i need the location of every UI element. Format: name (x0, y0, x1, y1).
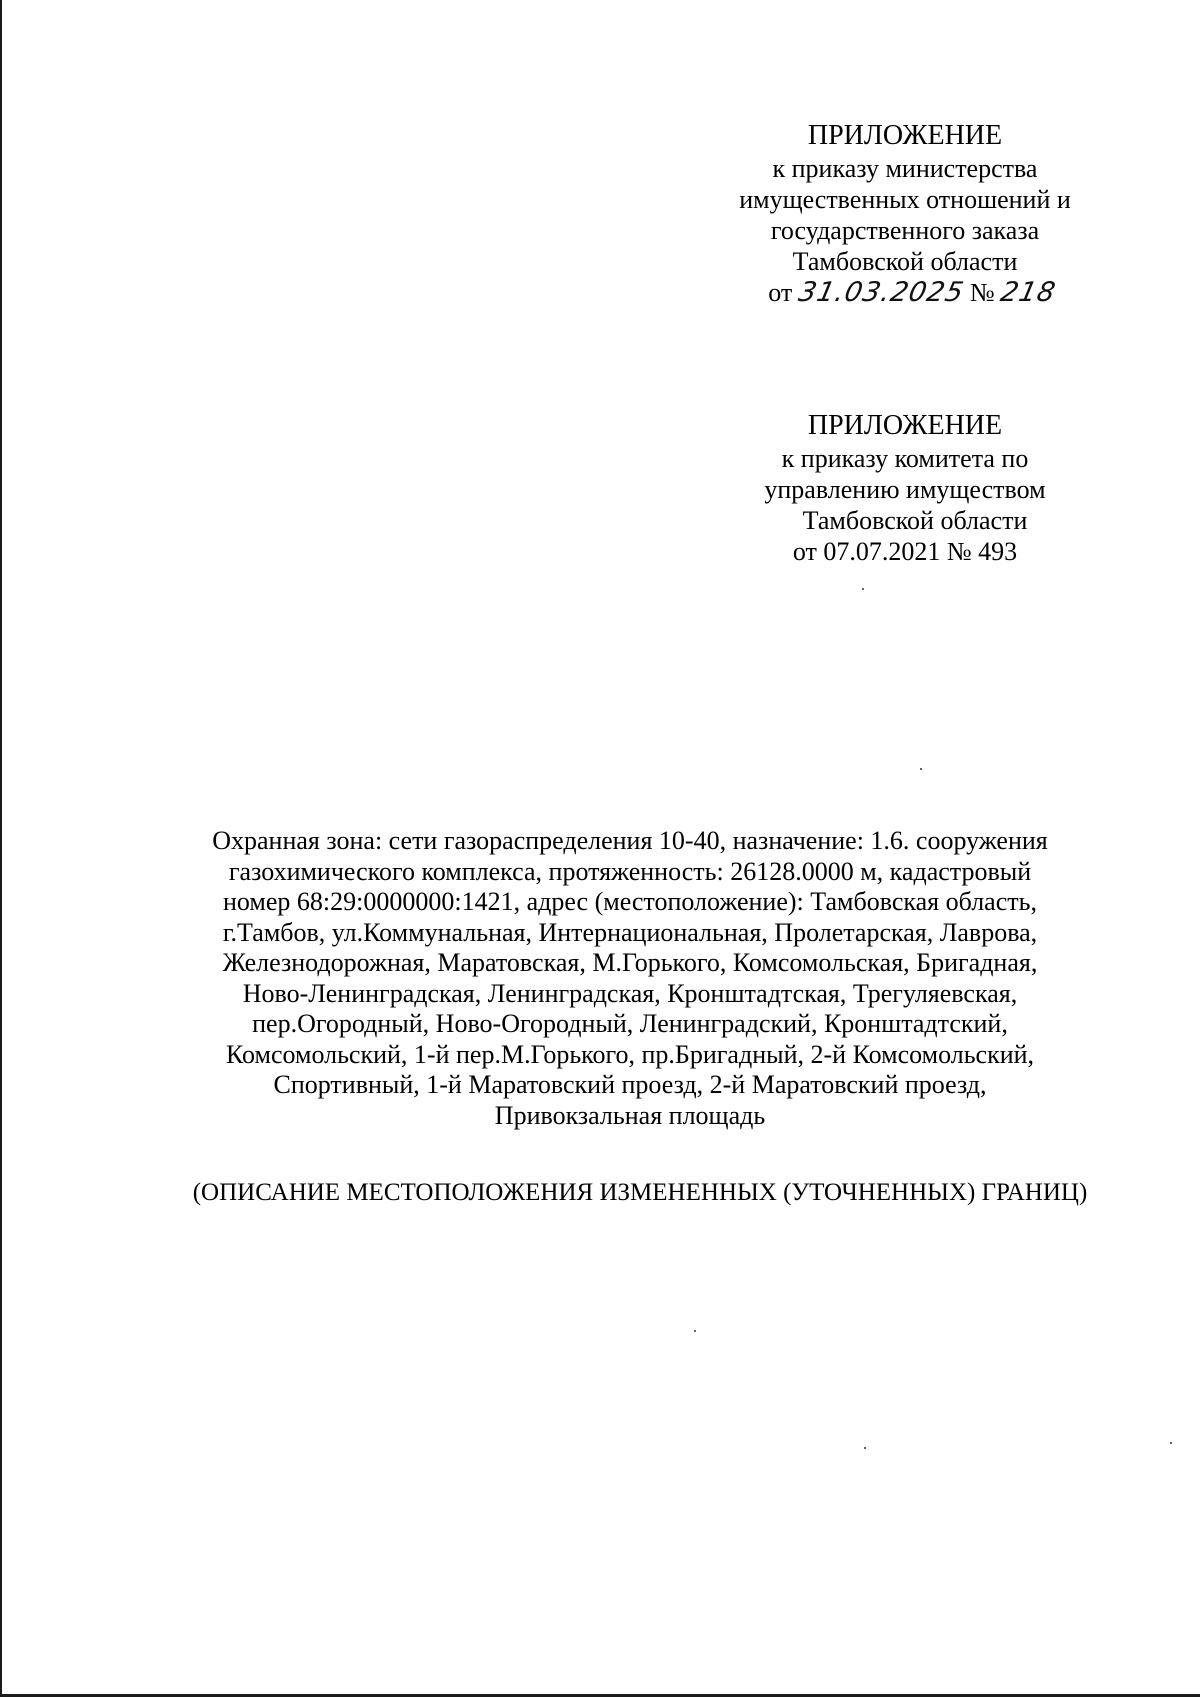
appendix-line: управлению имуществом (764, 475, 1046, 504)
appendix-header-original (730, 408, 1080, 567)
appendix-line: к приказу комитета по (781, 444, 1029, 473)
text-line: г.Тамбов, ул.Коммунальная, Интернациональная, Пролетарская, Лаврова, (222, 917, 1038, 947)
scan-speck (862, 588, 864, 590)
scan-speck (694, 1330, 696, 1332)
text-line: пер.Огородный, Ново-Огородный, Ленинградский, Кронштадтский, (252, 1009, 1008, 1038)
appendix-line: имущественных отношений и (739, 185, 1071, 214)
text-line: Ново-Ленинградская, Ленинградская, Кронштадтская, Трегуляевская, (242, 978, 1018, 1008)
handwritten-number: 218 (997, 277, 1060, 308)
text-line: Спортивный, 1-й Маратовский проезд, 2-й Маратовский проезд, (273, 1070, 987, 1099)
appendix-line: государственного заказа (770, 216, 1040, 245)
appendix-header-current (700, 118, 1110, 308)
document-subtitle: (ОПИСАНИЕ МЕСТОПОЛОЖЕНИЯ ИЗМЕНЕННЫХ (УТОЧНЕННЫХ) ГРАНИЦ) (192, 1179, 1088, 1206)
number-sign: № (969, 278, 995, 307)
scan-speck (920, 768, 922, 770)
text-line: номер 68:29:0000000:1421, адрес (местоположение): Тамбовская область, (223, 887, 1037, 916)
text-line: Привокзальная площадь (494, 1100, 766, 1130)
appendix-line: к приказу министерства (772, 154, 1038, 183)
handwritten-date: 31.03.2025 (795, 277, 967, 308)
text-line: Железнодорожная, Маратовская, М.Горького, Комсомольская, Бригадная, (222, 948, 1038, 977)
date-prefix: от (768, 278, 793, 307)
scan-speck (864, 1447, 866, 1449)
text-line: Комсомольский, 1-й пер.М.Горького, пр.Бригадный, 2-й Комсомольский, (225, 1039, 1035, 1069)
appendix-line: Тамбовской области (792, 247, 1018, 276)
appendix-line: от 07.07.2021 № 493 (792, 537, 1018, 566)
scan-speck (1170, 1442, 1172, 1444)
appendix-date-line (700, 277, 1110, 308)
appendix-line: Тамбовской области (802, 506, 1028, 535)
protection-zone-description (170, 826, 1090, 1131)
text-line: Охранная зона: сети газораспределения 10-40, назначение: 1.6. сооружения (212, 826, 1048, 855)
text-line: газохимического комплекса, протяженность: 26128.0000 м, кадастровый (228, 856, 1032, 886)
appendix-heading: ПРИЛОЖЕНИЕ (807, 410, 1003, 441)
scan-left-edge (0, 0, 2, 1697)
appendix-heading: ПРИЛОЖЕНИЕ (807, 120, 1003, 151)
